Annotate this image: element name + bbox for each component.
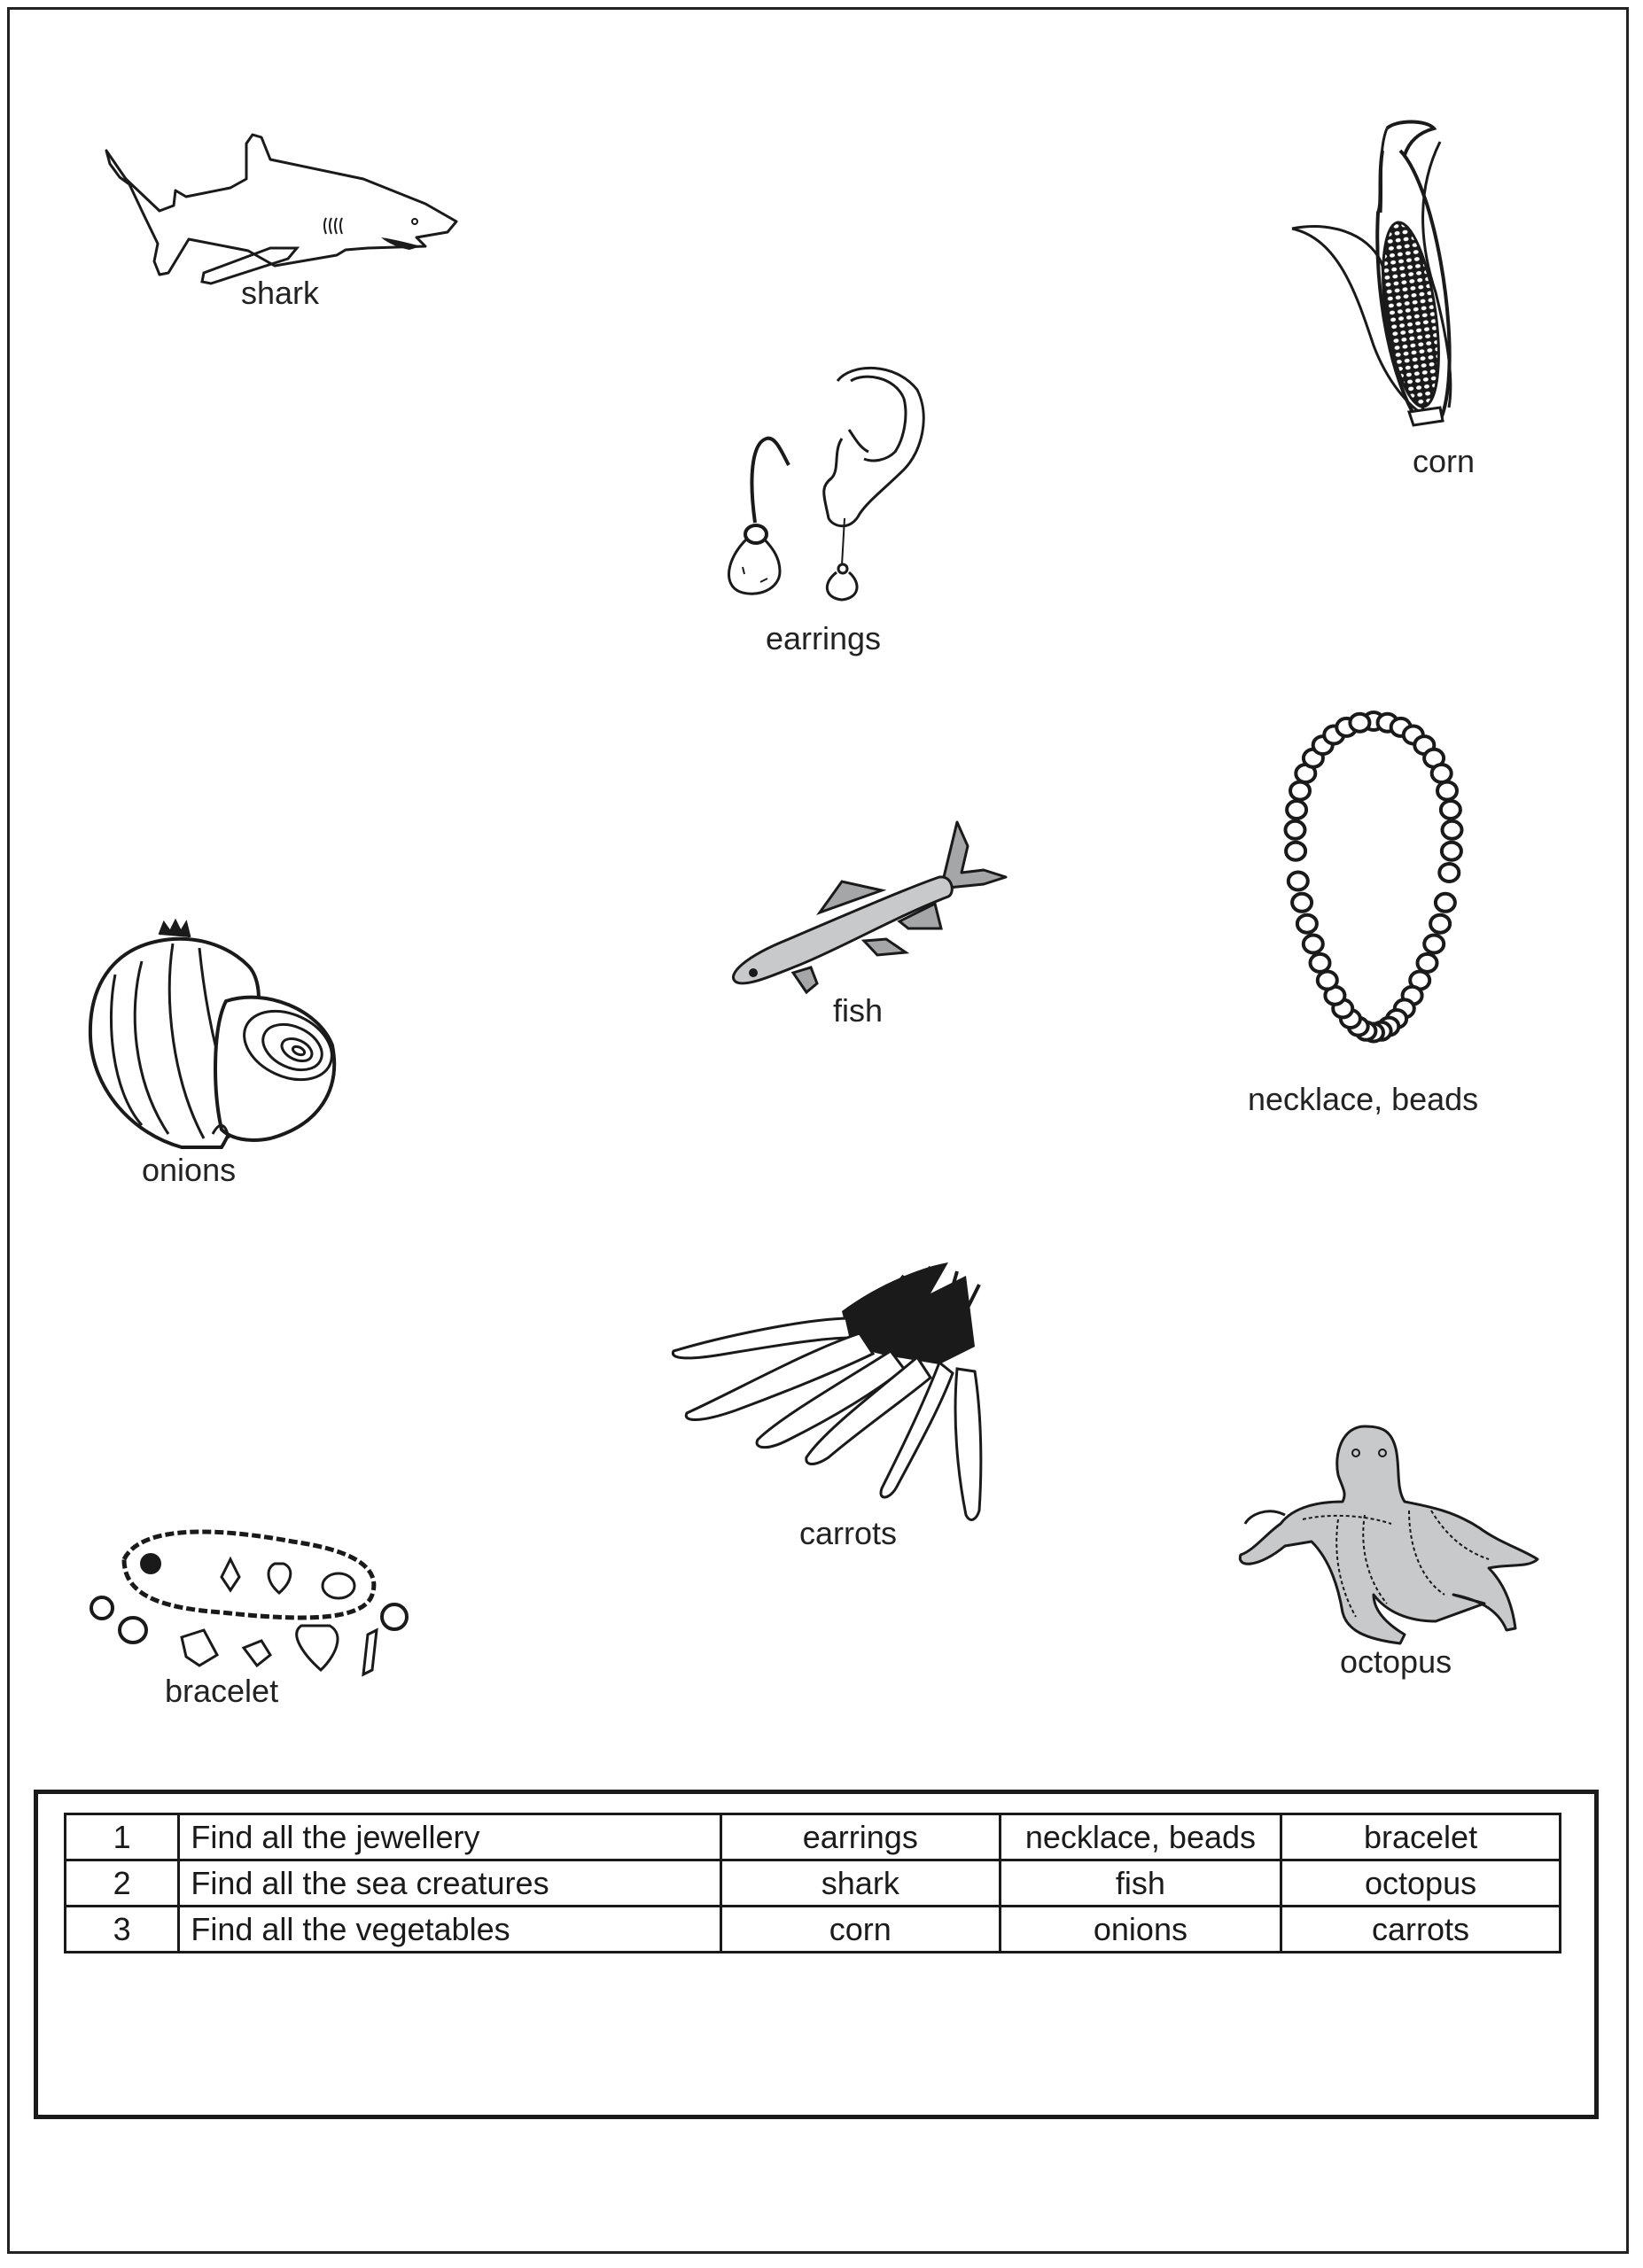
onions-icon: [80, 913, 372, 1161]
answer-cell: bracelet: [1281, 1814, 1561, 1860]
task-text: Find all the vegetables: [179, 1907, 721, 1953]
bead: [1430, 915, 1450, 933]
picture-earrings: [718, 354, 966, 673]
bead: [1318, 972, 1337, 990]
picture-shark: [97, 133, 479, 328]
picture-octopus: [1232, 1418, 1533, 1692]
bead: [1424, 936, 1444, 953]
answer-cell: octopus: [1281, 1860, 1561, 1907]
picture-necklace: [1241, 691, 1507, 1125]
task-text: Find all the sea creatures: [179, 1860, 721, 1907]
bead: [1297, 915, 1317, 933]
answer-cell: carrots: [1281, 1907, 1561, 1953]
bead: [1287, 801, 1306, 819]
corn-icon: [1285, 115, 1515, 434]
answer-cell: necklace, beads: [1000, 1814, 1281, 1860]
bracelet-icon: [89, 1506, 408, 1666]
label-bracelet: bracelet: [165, 1673, 279, 1709]
table-row: [66, 1907, 1561, 1953]
carrots-icon: [665, 1258, 1001, 1524]
shark-icon: [97, 133, 479, 284]
bead: [1432, 765, 1452, 782]
table-row: [66, 1860, 1561, 1907]
task-text: Find all the jewellery: [179, 1814, 721, 1860]
bead: [1292, 894, 1312, 912]
bead: [1436, 894, 1455, 912]
bead: [1304, 936, 1323, 953]
bead: [1442, 843, 1461, 860]
bead: [1441, 801, 1460, 819]
fish-icon: [718, 815, 1001, 992]
answer-cell: onions: [1000, 1907, 1281, 1953]
label-corn: corn: [1413, 443, 1476, 479]
table-row: [66, 1814, 1561, 1860]
bead: [1418, 954, 1437, 972]
row-number: 2: [66, 1860, 179, 1907]
row-number: 3: [66, 1907, 179, 1953]
bead: [1289, 873, 1308, 890]
picture-corn: [1285, 115, 1515, 487]
octopus-icon: [1232, 1418, 1533, 1648]
earrings-icon: [718, 354, 966, 620]
label-earrings: earrings: [766, 620, 882, 656]
picture-carrots: [665, 1258, 1001, 1559]
bead: [1439, 864, 1459, 882]
row-number: 1: [66, 1814, 179, 1860]
answer-cell: corn: [720, 1907, 1000, 1953]
bead: [1443, 821, 1462, 839]
answer-table: [64, 1813, 1561, 1953]
bead: [1311, 954, 1330, 972]
label-shark: shark: [241, 275, 320, 311]
bead: [1437, 782, 1457, 800]
bead: [1290, 782, 1310, 800]
bead: [1286, 843, 1305, 860]
label-carrots: carrots: [799, 1515, 898, 1551]
answer-cell: earrings: [720, 1814, 1000, 1860]
answer-cell: shark: [720, 1860, 1000, 1907]
answer-cell: fish: [1000, 1860, 1281, 1907]
label-onions: onions: [142, 1152, 237, 1188]
label-necklace: necklace, beads: [1248, 1081, 1479, 1117]
picture-fish: [718, 815, 1001, 1045]
label-octopus: octopus: [1340, 1643, 1452, 1680]
necklace-icon: [1241, 691, 1507, 1063]
label-fish: fish: [833, 992, 884, 1029]
picture-onions: [80, 913, 372, 1214]
bead: [1286, 821, 1305, 839]
bead: [1350, 714, 1369, 732]
picture-bracelet: [89, 1506, 408, 1719]
